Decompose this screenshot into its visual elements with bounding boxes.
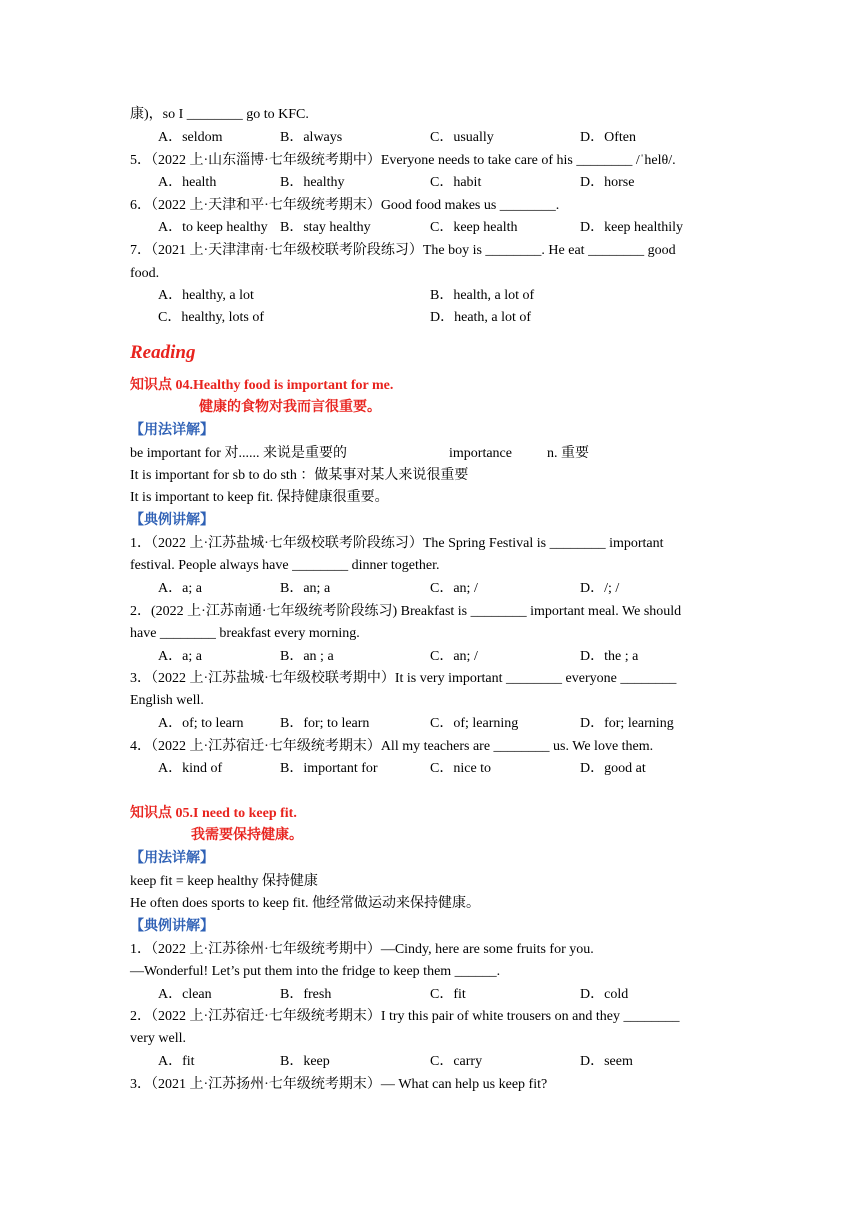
answer-option-14: C．healthy, lots of — [158, 310, 265, 325]
text-line-10: 1．（2022 上·江苏盐城·七年级校联考阶段练习）The Spring Festival is ________ important — [130, 536, 664, 551]
answer-option-28: A．kind of — [158, 761, 223, 776]
answer-option-7: D．horse — [580, 175, 635, 190]
answer-option-20: A．a; a — [158, 649, 202, 664]
answer-option-23: D．the ; a — [580, 649, 639, 664]
text-line-0: 康)，so I ________ go to KFC. — [130, 107, 309, 122]
answer-option-33: B．fresh — [280, 987, 332, 1002]
answer-option-13: B．health, a lot of — [430, 288, 535, 303]
answer-option-6: C．habit — [430, 175, 482, 190]
heading-1: 知识点 04.Healthy food is important for me. — [130, 378, 394, 393]
text-line-13: have ________ breakfast every morning. — [130, 626, 360, 641]
text-line-23: 3．（2021 上·江苏扬州·七年级统考期末）— What can help us keep fit? — [130, 1077, 548, 1092]
answer-option-3: D．Often — [580, 130, 636, 145]
text-line-21: 2．（2022 上·江苏宿迁·七年级统考期末）I try this pair of white trousers on and they ________ — [130, 1009, 680, 1024]
answer-option-10: C．keep health — [430, 220, 518, 235]
answer-option-36: A．fit — [158, 1054, 195, 1069]
text-line-16: 4．（2022 上·江苏宿迁·七年级统考期末）All my teachers are ________ us. We love them. — [130, 739, 654, 754]
answer-option-1: B．always — [280, 130, 343, 145]
heading-0: Reading — [130, 342, 196, 363]
answer-option-15: D．heath, a lot of — [430, 310, 532, 325]
text-line-2: 6．（2022 上·天津和平·七年级统考期末）Good food makes us ________. — [130, 198, 560, 213]
answer-option-39: D．seem — [580, 1054, 633, 1069]
answer-option-30: C．nice to — [430, 761, 492, 776]
heading-3: 【用法详解】 — [130, 423, 214, 438]
text-line-19: 1．（2022 上·江苏徐州·七年级统考期中）—Cindy, here are some fruits for you. — [130, 942, 594, 957]
text-line-12: 2．(2022 上·江苏南通·七年级统考阶段练习) Breakfast is ________ important meal. We should — [130, 604, 682, 619]
heading-7: 【用法详解】 — [130, 851, 214, 866]
answer-option-22: C．an; / — [430, 649, 478, 664]
answer-option-0: A．seldom — [158, 130, 223, 145]
answer-option-32: A．clean — [158, 987, 212, 1002]
text-line-15: English well. — [130, 693, 204, 708]
answer-option-12: A．healthy, a lot — [158, 288, 254, 303]
text-line-3: 7．（2021 上·天津津南·七年级校联考阶段练习）The boy is ________. He eat ________ good — [130, 243, 676, 258]
answer-option-17: B．an; a — [280, 581, 331, 596]
answer-option-38: C．carry — [430, 1054, 483, 1069]
answer-option-37: B．keep — [280, 1054, 330, 1069]
answer-option-29: B．important for — [280, 761, 378, 776]
answer-option-25: B．for; to learn — [280, 716, 370, 731]
text-line-18: He often does sports to keep fit. 他经常做运动来保持健康。 — [130, 896, 480, 911]
text-line-8: It is important for sb to do sth ：做某事对某人来说很重要 — [130, 468, 469, 483]
answer-option-8: A．to keep healthy — [158, 220, 268, 235]
answer-option-24: A．of; to learn — [158, 716, 244, 731]
heading-8: 【典例讲解】 — [130, 919, 214, 934]
answer-option-9: B．stay healthy — [280, 220, 371, 235]
text-line-6: importance — [449, 446, 512, 461]
text-line-20: —Wonderful! Let’s put them into the fridge to keep them ______. — [130, 964, 501, 979]
text-line-17: keep fit = keep healthy 保持健康 — [130, 874, 318, 889]
answer-option-19: D．/; / — [580, 581, 620, 596]
answer-option-21: B．an ; a — [280, 649, 334, 664]
text-line-5: be important for 对...... 来说是重要的 — [130, 446, 347, 461]
text-line-14: 3．（2022 上·江苏盐城·七年级校联考期中）It is very important ________ everyone ________ — [130, 671, 677, 686]
answer-option-4: A．health — [158, 175, 217, 190]
heading-6: 我需要保持健康。 — [191, 828, 303, 843]
answer-option-34: C．fit — [430, 987, 466, 1002]
answer-option-5: B．healthy — [280, 175, 345, 190]
answer-option-16: A．a; a — [158, 581, 202, 596]
text-line-7: n. 重要 — [547, 446, 589, 461]
text-line-4: food. — [130, 266, 160, 281]
text-line-9: It is important to keep fit. 保持健康很重要。 — [130, 490, 389, 505]
answer-option-18: C．an; / — [430, 581, 478, 596]
answer-option-35: D．cold — [580, 987, 629, 1002]
answer-option-31: D．good at — [580, 761, 646, 776]
answer-option-2: C．usually — [430, 130, 494, 145]
text-line-1: 5．（2022 上·山东淄博·七年级统考期中）Everyone needs to take care of his ________ /ˈhelθ/. — [130, 153, 676, 168]
heading-5: 知识点 05.I need to keep fit. — [130, 806, 297, 821]
text-line-11: festival. People always have ________ dinner together. — [130, 558, 440, 573]
answer-option-27: D．for; learning — [580, 716, 674, 731]
heading-4: 【典例讲解】 — [130, 513, 214, 528]
text-line-22: very well. — [130, 1031, 186, 1046]
heading-2: 健康的食物对我而言很重要。 — [199, 400, 381, 415]
answer-option-11: D．keep healthily — [580, 220, 684, 235]
answer-option-26: C．of; learning — [430, 716, 519, 731]
